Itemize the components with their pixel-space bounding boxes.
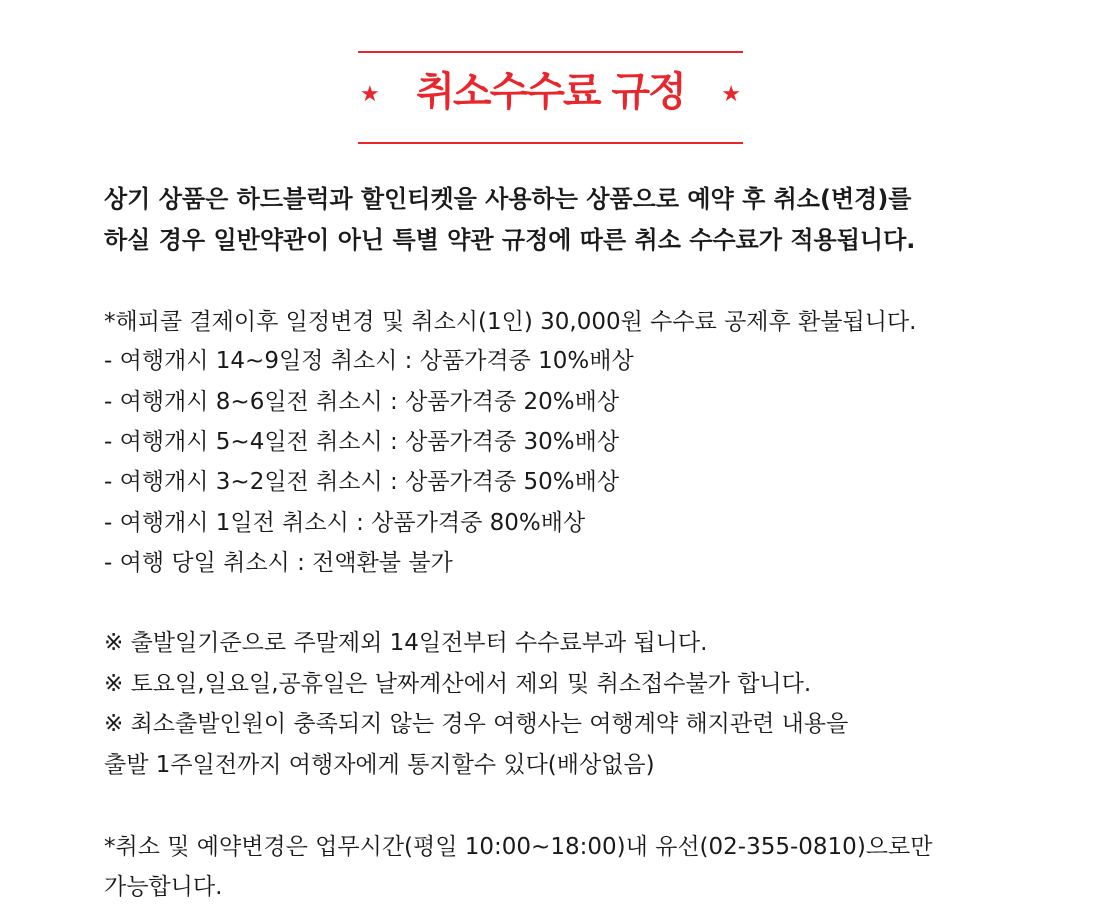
star-icon: ★ xyxy=(360,82,380,107)
title-bottom-rule xyxy=(358,142,743,144)
note-item: ※ 최소출발인원이 충족되지 않는 경우 여행사는 여행계약 해지관련 내용을 xyxy=(104,711,849,737)
star-icon: ★ xyxy=(721,82,741,107)
fee-item: - 여행개시 5~4일전 취소시 : 상품가격중 30%배상 xyxy=(104,429,620,455)
intro-line-1: 상기 상품은 하드블럭과 할인티켓을 사용하는 상품으로 예약 후 취소(변경)를 xyxy=(104,185,912,213)
intro-line-2: 하실 경우 일반약관이 아닌 특별 약관 규정에 따른 취소 수수료가 적용됩니다. xyxy=(104,226,916,254)
fee-header: *해피콜 결제이후 일정변경 및 취소시(1인) 30,000원 수수료 공제후 환불됩니다. xyxy=(104,309,917,335)
contact-line-2: 가능합니다. xyxy=(104,874,223,900)
fee-item: - 여행개시 3~2일전 취소시 : 상품가격중 50%배상 xyxy=(104,469,620,495)
fee-item: - 여행개시 1일전 취소시 : 상품가격중 80%배상 xyxy=(104,510,586,536)
contact-line-1: *취소 및 예약변경은 업무시간(평일 10:00~18:00)내 유선(02-355-0810)으로만 xyxy=(104,834,933,860)
note-item: ※ 출발일기준으로 주말제외 14일전부터 수수료부과 됩니다. xyxy=(104,630,708,656)
note-item: 출발 1주일전까지 여행자에게 통지할수 있다(배상없음) xyxy=(104,752,655,778)
title-top-rule xyxy=(358,51,743,53)
fee-item: - 여행개시 8~6일전 취소시 : 상품가격중 20%배상 xyxy=(104,389,620,415)
fee-item: - 여행 당일 취소시 : 전액환불 불가 xyxy=(104,550,453,576)
fee-item: - 여행개시 14~9일정 취소시 : 상품가격중 10%배상 xyxy=(104,348,634,374)
title-banner xyxy=(358,62,743,134)
page-title: 취소수수료 규정 xyxy=(416,69,685,115)
note-item: ※ 토요일,일요일,공휴일은 날짜계산에서 제외 및 취소접수불가 합니다. xyxy=(104,671,812,697)
